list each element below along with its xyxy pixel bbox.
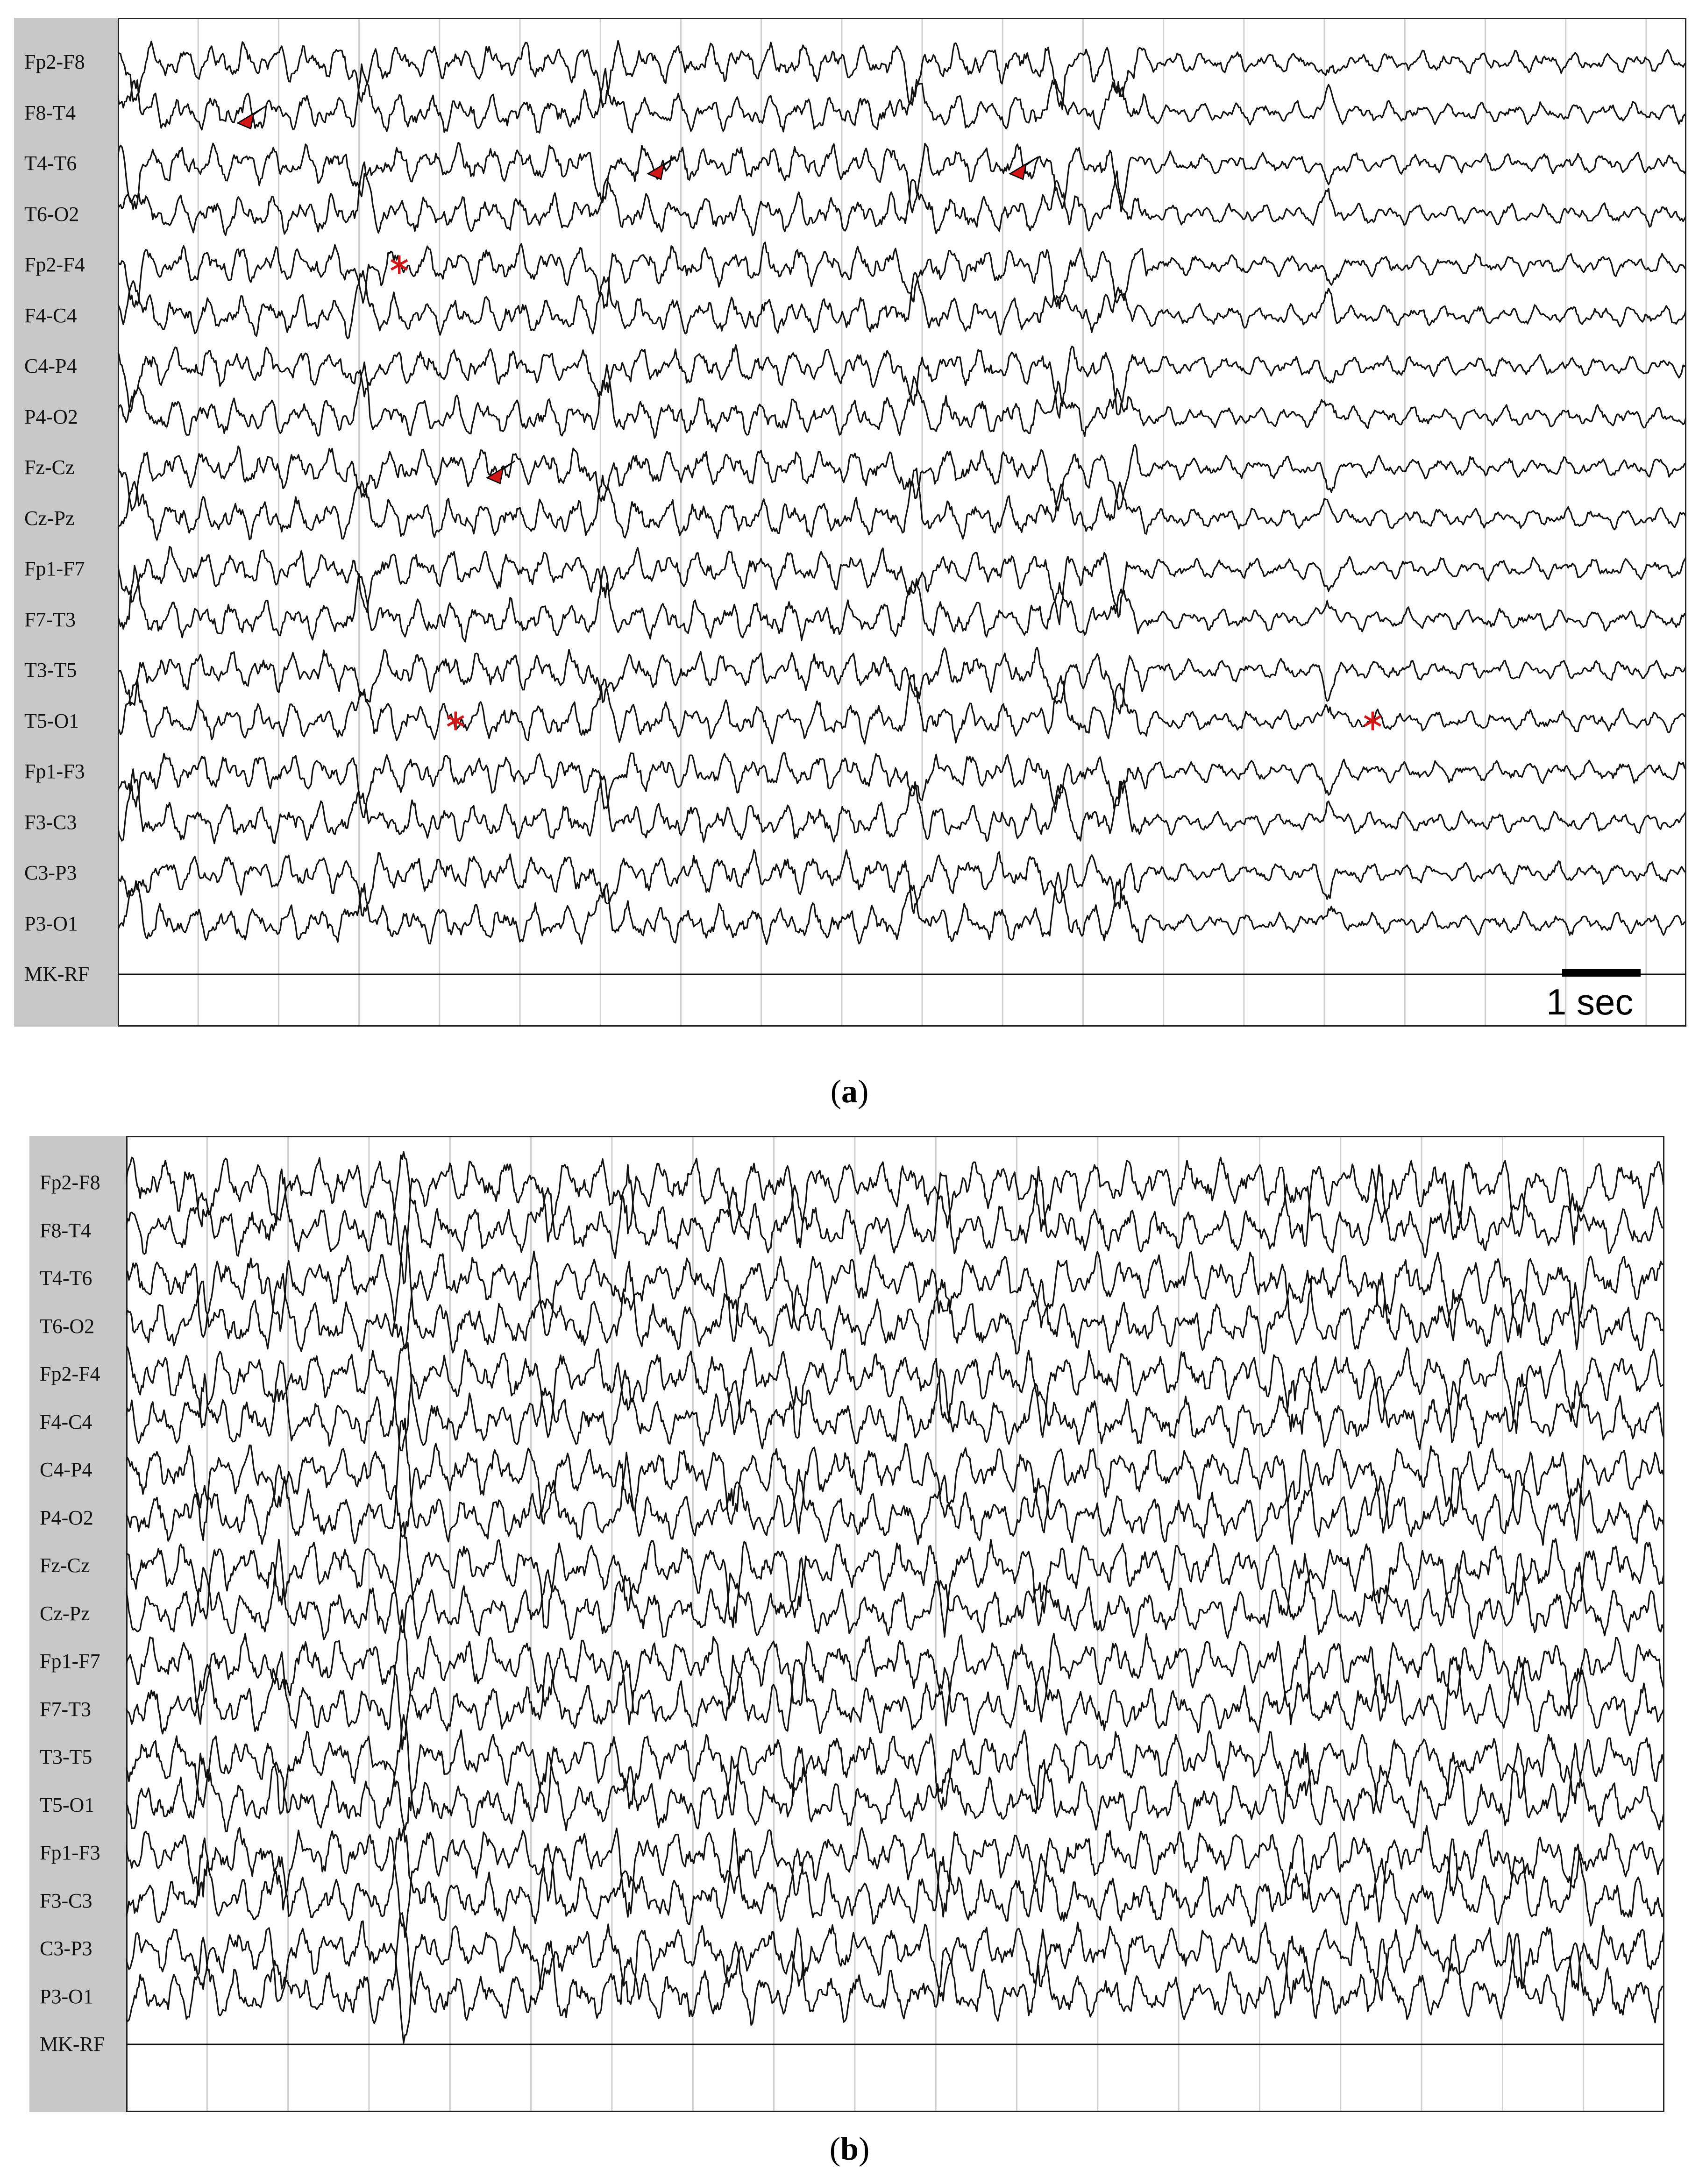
trace-F7-T3 bbox=[118, 566, 1686, 642]
trace-Fp1-F7 bbox=[118, 546, 1686, 624]
channel-label: F8-T4 bbox=[24, 101, 76, 124]
channel-label-column bbox=[29, 1136, 126, 2112]
channel-label: F4-C4 bbox=[40, 1410, 92, 1433]
trace-Fp2-F4 bbox=[118, 242, 1686, 309]
trace-Fp2-F8 bbox=[126, 1157, 1663, 1283]
panel-a-caption: (a) bbox=[830, 1074, 869, 1110]
eeg-trace-area bbox=[126, 1136, 1664, 2112]
trace-C3-P3 bbox=[118, 850, 1686, 916]
arrowhead-marker bbox=[1010, 157, 1038, 179]
time-scale-bar bbox=[1562, 969, 1641, 977]
trace-Fp2-F8 bbox=[118, 41, 1686, 109]
eeg-panel-b bbox=[29, 1136, 1664, 2112]
trace-C4-P4 bbox=[118, 345, 1686, 418]
trace-F3-C3 bbox=[126, 1828, 1663, 1927]
channel-label: T4-T6 bbox=[24, 152, 77, 175]
eeg-traces bbox=[118, 18, 1686, 1027]
trace-T6-O2 bbox=[118, 162, 1686, 235]
trace-Fp1-F3 bbox=[126, 1826, 1663, 1937]
channel-label: T5-O1 bbox=[24, 709, 79, 732]
channel-label: F4-C4 bbox=[24, 304, 77, 327]
trace-F4-C4 bbox=[126, 1343, 1663, 1449]
channel-label: Fz-Cz bbox=[24, 456, 75, 479]
channel-label: P4-O2 bbox=[24, 405, 78, 428]
channel-label: C3-P3 bbox=[24, 861, 77, 884]
channel-label: T4-T6 bbox=[40, 1267, 92, 1290]
channel-label: Fp2-F8 bbox=[40, 1171, 100, 1194]
eeg-trace-area bbox=[118, 18, 1686, 1027]
channel-label: MK-RF bbox=[24, 963, 90, 986]
channel-label: P3-O1 bbox=[40, 1985, 93, 2008]
channel-label: F3-C3 bbox=[24, 810, 77, 834]
channel-label: Fz-Cz bbox=[40, 1554, 90, 1577]
channel-label: C4-P4 bbox=[40, 1458, 92, 1481]
channel-label: P3-O1 bbox=[24, 912, 78, 935]
channel-label: T3-T5 bbox=[24, 659, 77, 681]
asterisk-marker bbox=[1365, 712, 1381, 730]
trace-T5-O1 bbox=[126, 1715, 1663, 1832]
trace-Fp1-F7 bbox=[126, 1633, 1663, 1749]
eeg-traces bbox=[126, 1136, 1664, 2112]
channel-label-column bbox=[14, 18, 118, 1027]
channel-label: T3-T5 bbox=[40, 1745, 92, 1768]
plot-border bbox=[119, 19, 1686, 1026]
trace-F7-T3 bbox=[126, 1610, 1663, 1736]
channel-label: Fp1-F7 bbox=[40, 1650, 100, 1673]
channel-label: Cz-Pz bbox=[24, 506, 75, 530]
channel-label: T6-O2 bbox=[40, 1314, 95, 1338]
channel-label: T6-O2 bbox=[24, 202, 79, 226]
channel-label: F3-C3 bbox=[40, 1889, 92, 1912]
time-scale-label: 1 sec bbox=[1546, 981, 1634, 1022]
trace-T5-O1 bbox=[118, 674, 1686, 744]
channel-label: F7-T3 bbox=[40, 1697, 91, 1721]
trace-C4-P4 bbox=[126, 1444, 1663, 1544]
channel-label: Fp1-F3 bbox=[40, 1841, 100, 1864]
channel-label: C3-P3 bbox=[40, 1937, 92, 1960]
channel-label: MK-RF bbox=[40, 2033, 105, 2056]
panel-b-caption: (b) bbox=[829, 2131, 870, 2167]
channel-label: F7-T3 bbox=[24, 608, 76, 631]
trace-T4-T6 bbox=[118, 143, 1686, 213]
channel-label: Cz-Pz bbox=[40, 1602, 90, 1625]
trace-C3-P3 bbox=[126, 1921, 1663, 2043]
channel-label: Fp2-F4 bbox=[40, 1362, 100, 1385]
channel-label: Fp1-F3 bbox=[24, 760, 85, 783]
channel-label: T5-O1 bbox=[40, 1793, 95, 1816]
eeg-panel-a bbox=[14, 18, 1686, 1027]
channel-label: F8-T4 bbox=[40, 1219, 91, 1242]
trace-P3-O1 bbox=[126, 1913, 1663, 2025]
arrowhead-marker bbox=[648, 157, 676, 179]
channel-label: Fp2-F8 bbox=[24, 50, 85, 73]
channel-label: C4-P4 bbox=[24, 355, 77, 377]
panel-letter: b bbox=[840, 2131, 859, 2167]
channel-label: Fp1-F7 bbox=[24, 557, 85, 580]
channel-label: P4-O2 bbox=[40, 1506, 93, 1529]
panel-letter: a bbox=[841, 1074, 858, 1110]
trace-P3-O1 bbox=[118, 872, 1686, 944]
channel-label: Fp2-F4 bbox=[24, 253, 85, 276]
